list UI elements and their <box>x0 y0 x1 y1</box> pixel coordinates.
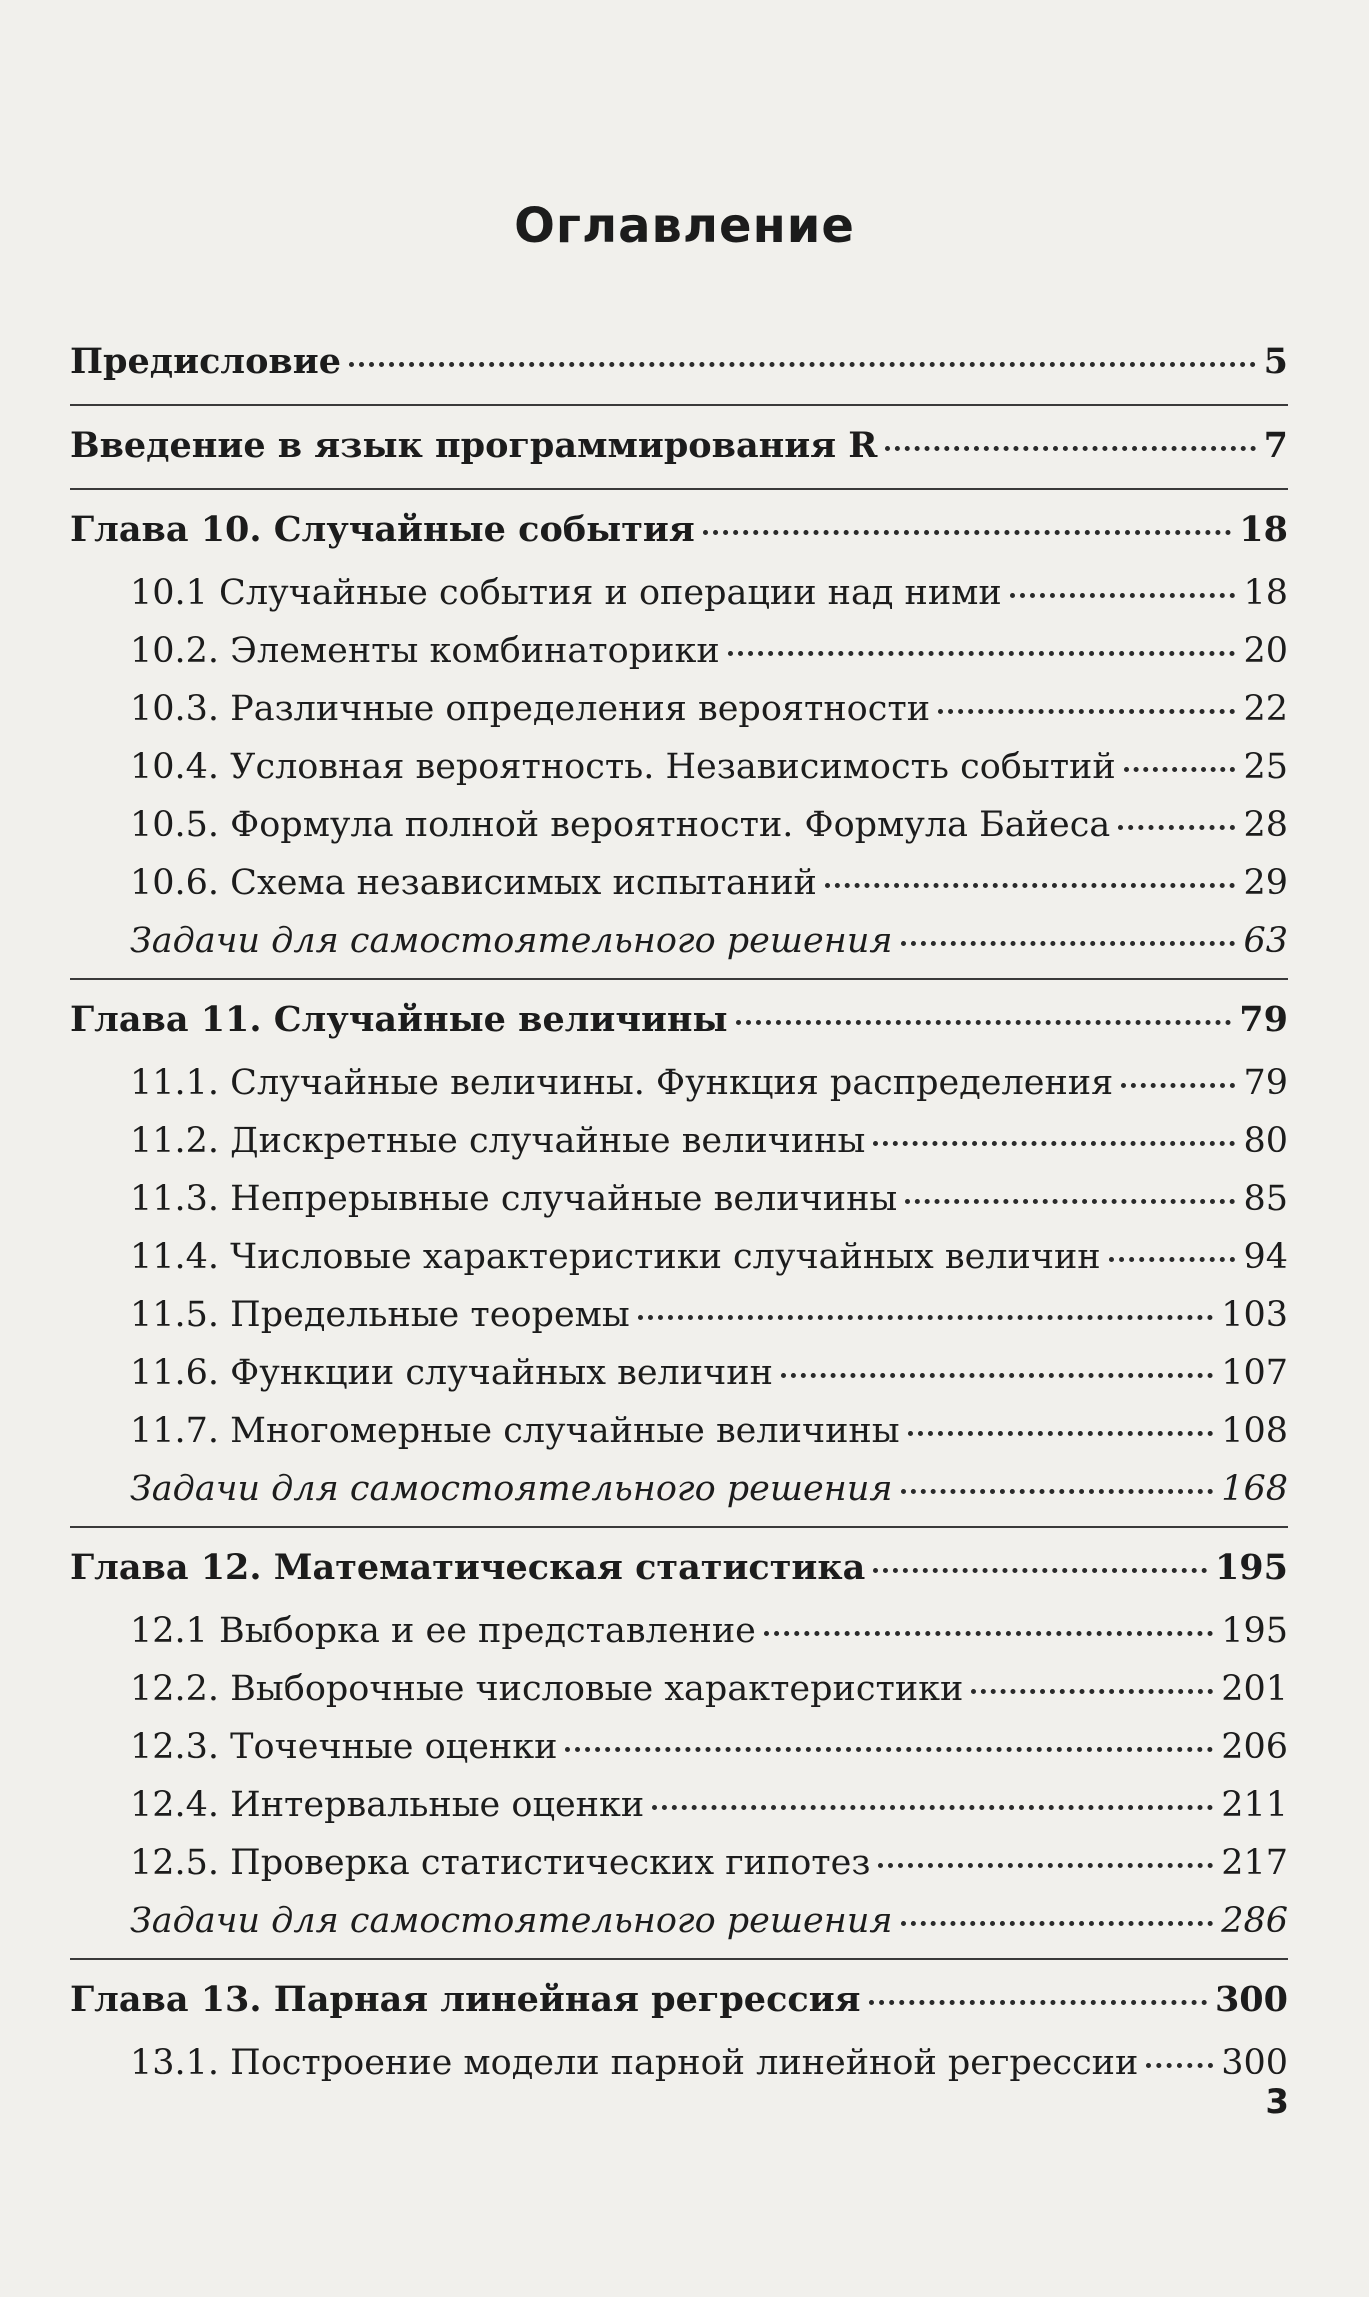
toc-entry-title: 11.3. Непрерывные случайные величины <box>130 1179 898 1219</box>
toc-entry-page: 63 <box>1243 921 1288 961</box>
toc-entry-title: Глава 12. Математическая статистика <box>70 1547 866 1588</box>
toc-entry-title: 13.1. Построение модели парной линейной регрессии <box>130 2043 1139 2083</box>
dot-leader <box>781 1373 1213 1378</box>
toc-entry-page: 18 <box>1243 573 1288 613</box>
toc-entry-page: 211 <box>1221 1785 1288 1825</box>
toc-subsection-entry <box>70 622 1288 680</box>
toc-entry-page: 103 <box>1221 1295 1288 1335</box>
toc-section <box>70 1528 1288 1960</box>
dot-leader <box>1121 1083 1235 1088</box>
toc-subsection-entry <box>70 1344 1288 1402</box>
dot-leader <box>1010 593 1236 598</box>
toc-entry-title: Глава 10. Случайные события <box>70 509 695 550</box>
toc-subsection-entry <box>70 1776 1288 1834</box>
toc-entry-page: 107 <box>1221 1353 1288 1393</box>
toc-chapter-entry <box>70 986 1288 1054</box>
toc-entry-page: 5 <box>1263 341 1288 382</box>
toc-entry-page: 29 <box>1243 863 1288 903</box>
toc-chapter-entry <box>70 412 1288 480</box>
toc-entry-title: 11.1. Случайные величины. Функция распределения <box>130 1063 1114 1103</box>
dot-leader <box>638 1315 1213 1320</box>
dot-leader <box>938 709 1235 714</box>
toc-entry-page: 20 <box>1243 631 1288 671</box>
toc-entry-title: 12.5. Проверка статистических гипотез <box>130 1843 871 1883</box>
toc-entry-page: 7 <box>1263 425 1288 466</box>
toc-entry-title: 12.3. Точечные оценки <box>130 1727 558 1767</box>
dot-leader <box>1124 767 1236 772</box>
toc-subsection-entry <box>70 1834 1288 1892</box>
toc-entry-page: 79 <box>1243 1063 1288 1103</box>
toc-subsection-entry <box>70 1402 1288 1460</box>
page-number: 3 <box>1265 2082 1289 2122</box>
toc-subsection-entry <box>70 1170 1288 1228</box>
dot-leader <box>873 1141 1235 1146</box>
toc-entry-title: 10.4. Условная вероятность. Независимость событий <box>130 747 1116 787</box>
dot-leader <box>703 530 1232 535</box>
toc-entry-title: 10.2. Элементы комбинаторики <box>130 631 720 671</box>
toc-entry-title: 10.5. Формула полной вероятности. Формула Байеса <box>130 805 1111 845</box>
toc-chapter-entry <box>70 1534 1288 1602</box>
dot-leader <box>908 1431 1214 1436</box>
toc-entry-page: 300 <box>1221 2043 1288 2083</box>
toc-entry-title: 10.6. Схема независимых испытаний <box>130 863 817 903</box>
toc-subsection-entry <box>70 2034 1288 2092</box>
dot-leader <box>652 1805 1213 1810</box>
table-of-contents <box>70 322 1288 2100</box>
dot-leader <box>869 2000 1207 2005</box>
page-title: Оглавление <box>514 198 855 254</box>
toc-chapter-entry <box>70 1966 1288 2034</box>
toc-entry-title: 11.2. Дискретные случайные величины <box>130 1121 866 1161</box>
toc-chapter-entry <box>70 496 1288 564</box>
toc-entry-title: 10.3. Различные определения вероятности <box>130 689 931 729</box>
toc-entry-page: 28 <box>1243 805 1288 845</box>
toc-subsection-entry <box>70 1660 1288 1718</box>
toc-entry-page: 18 <box>1239 509 1288 550</box>
toc-subsection-entry <box>70 1602 1288 1660</box>
toc-entry-page: 85 <box>1243 1179 1288 1219</box>
toc-entry-page: 168 <box>1221 1469 1288 1509</box>
toc-subsection-entry <box>70 1718 1288 1776</box>
toc-entry-page: 195 <box>1221 1611 1288 1651</box>
toc-entry-title: 11.5. Предельные теоремы <box>130 1295 630 1335</box>
toc-entry-title: 11.7. Многомерные случайные величины <box>130 1411 900 1451</box>
toc-section <box>70 406 1288 490</box>
toc-subsection-entry <box>70 1228 1288 1286</box>
toc-subsection-entry <box>70 1112 1288 1170</box>
toc-entry-title: 12.2. Выборочные числовые характеристики <box>130 1669 964 1709</box>
toc-entry-page: 286 <box>1221 1901 1288 1941</box>
dot-leader <box>878 1863 1213 1868</box>
toc-entry-title: 11.6. Функции случайных величин <box>130 1353 773 1393</box>
toc-entry-title: Глава 11. Случайные величины <box>70 999 728 1040</box>
toc-subsection-entry <box>70 1286 1288 1344</box>
toc-entry-page: 80 <box>1243 1121 1288 1161</box>
dot-leader <box>728 651 1236 656</box>
dot-leader <box>901 941 1236 946</box>
toc-entry-title: 10.1 Случайные события и операции над ними <box>130 573 1002 613</box>
toc-section <box>70 980 1288 1528</box>
toc-entry-page: 300 <box>1214 1979 1288 2020</box>
toc-entry-page: 217 <box>1221 1843 1288 1883</box>
toc-entry-page: 201 <box>1221 1669 1288 1709</box>
dot-leader <box>825 883 1236 888</box>
toc-chapter-entry <box>70 328 1288 396</box>
dot-leader <box>971 1689 1213 1694</box>
toc-section <box>70 322 1288 406</box>
toc-entry-title: Введение в язык программирования R <box>70 425 878 466</box>
dot-leader <box>736 1020 1232 1025</box>
toc-entry-page: 22 <box>1243 689 1288 729</box>
dot-leader <box>901 1489 1214 1494</box>
dot-leader <box>349 362 1256 367</box>
dot-leader <box>873 1568 1207 1573</box>
toc-subsection-entry <box>70 564 1288 622</box>
toc-entry-title: Глава 13. Парная линейная регрессия <box>70 1979 861 2020</box>
toc-exercises-entry <box>70 912 1288 970</box>
dot-leader <box>1109 1257 1236 1262</box>
toc-subsection-entry <box>70 854 1288 912</box>
toc-entry-title: Задачи для самостоятельного решения <box>130 1469 893 1509</box>
toc-entry-title: 12.4. Интервальные оценки <box>130 1785 645 1825</box>
toc-entry-page: 195 <box>1214 1547 1288 1588</box>
toc-entry-page: 108 <box>1221 1411 1288 1451</box>
dot-leader <box>901 1921 1214 1926</box>
dot-leader <box>565 1747 1213 1752</box>
dot-leader <box>1118 825 1235 830</box>
toc-entry-title: Предисловие <box>70 341 341 382</box>
toc-subsection-entry <box>70 680 1288 738</box>
toc-entry-title: Задачи для самостоятельного решения <box>130 921 893 961</box>
toc-entry-page: 79 <box>1239 999 1288 1040</box>
dot-leader <box>1146 2063 1213 2068</box>
toc-entry-page: 206 <box>1221 1727 1288 1767</box>
toc-subsection-entry <box>70 738 1288 796</box>
toc-subsection-entry <box>70 1054 1288 1112</box>
toc-entry-page: 94 <box>1243 1237 1288 1277</box>
dot-leader <box>885 446 1255 451</box>
toc-section <box>70 490 1288 980</box>
dot-leader <box>764 1631 1213 1636</box>
toc-entry-title: 12.1 Выборка и ее представление <box>130 1611 756 1651</box>
dot-leader <box>905 1199 1235 1204</box>
toc-subsection-entry <box>70 796 1288 854</box>
toc-section <box>70 1960 1288 2100</box>
toc-exercises-entry <box>70 1460 1288 1518</box>
toc-exercises-entry <box>70 1892 1288 1950</box>
toc-entry-page: 25 <box>1243 747 1288 787</box>
toc-entry-title: Задачи для самостоятельного решения <box>130 1901 893 1941</box>
toc-entry-title: 11.4. Числовые характеристики случайных величин <box>130 1237 1101 1277</box>
